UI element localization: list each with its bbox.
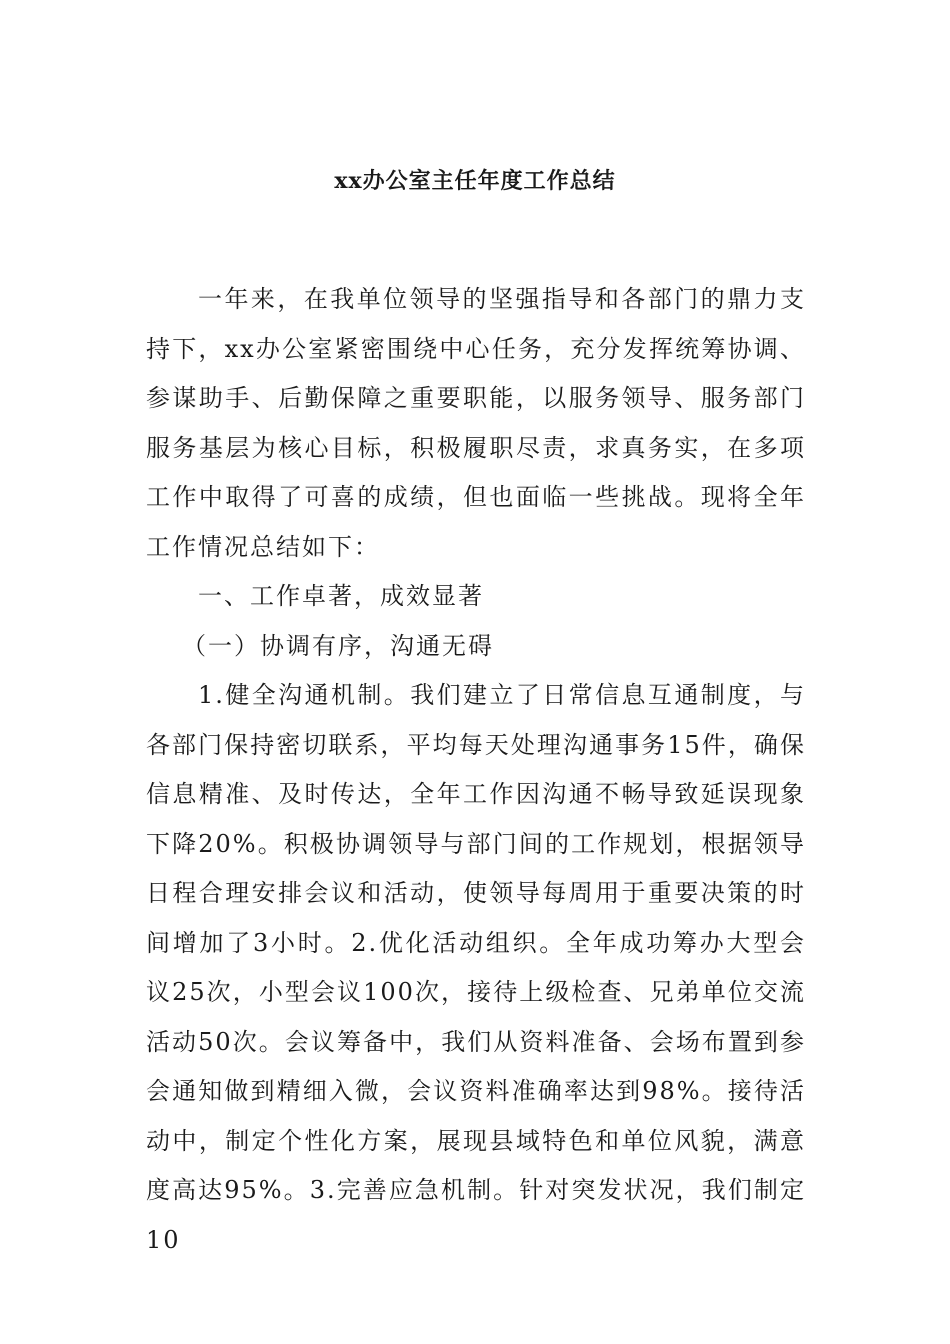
intro-paragraph: 一年来，在我单位领导的坚强指导和各部门的鼎力支持下，xx办公室紧密围绕中心任务，充分发挥统筹协调、参谋助手、后勤保障之重要职能，以服务领导、服务部门服务基层为核心目标，积极履职尽责，求真务实，在多项工作中取得了可喜的成绩，但也面临一些挑战。现将全年工作情况总结如下：: [146, 285, 806, 561]
subsection-heading: （一）协调有序，沟通无碍: [182, 631, 494, 660]
body-paragraph: 1.健全沟通机制。我们建立了日常信息互通制度，与各部门保持密切联系，平均每天处理沟通事务15件，确保信息精准、及时传达，全年工作因沟通不畅导致延误现象下降20%。积极协调领导与部门间的工作规划，根据领导日程合理安排会议和活动，使领导每周用于重要决策的时间增加了3小时。2.优化活动组织。全年成功筹办大型会议25次，小型会议100次，接待上级检查、兄弟单位交流活动50次。会议筹备中，我们从资料准备、会场布置到参会通知做到精细入微，会议资料准确率达到98%。接待活动中，制定个性化方案，展现县域特色和单位风貌，满意度高达95%。3.完善应急机制。针对突发状况，我们制定10: [146, 681, 806, 1254]
document-body: [146, 275, 806, 1265]
section-heading: 一、工作卓著，成效显著: [198, 582, 484, 610]
document-title: xx办公室主任年度工作总结: [334, 168, 616, 194]
